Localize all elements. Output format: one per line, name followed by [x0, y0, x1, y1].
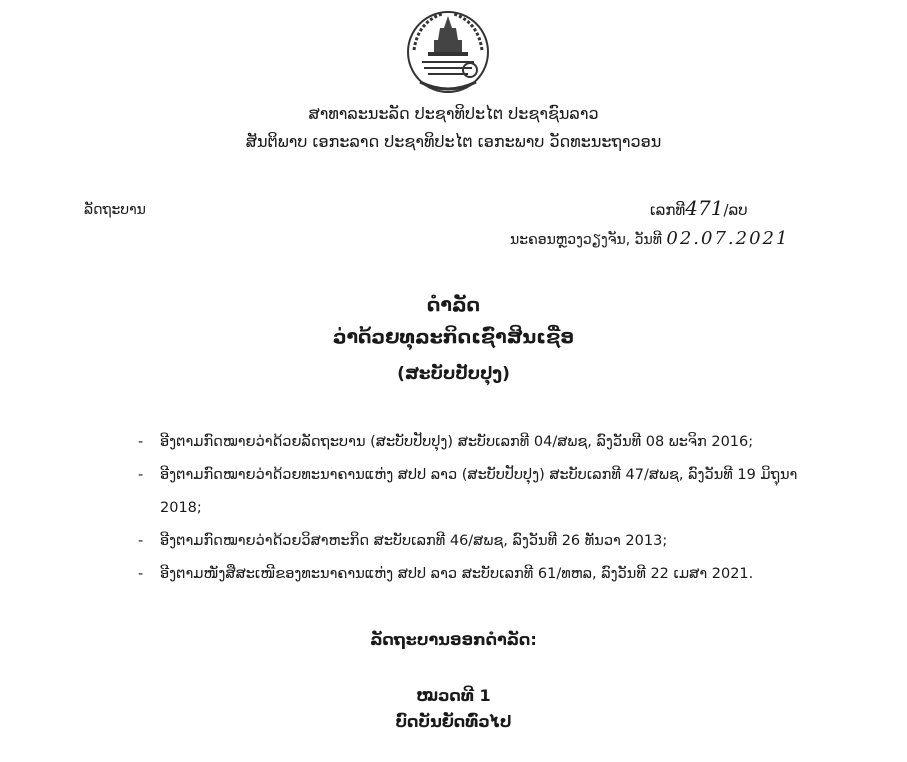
- document-number: [650, 196, 748, 220]
- place-date: [510, 228, 789, 249]
- legal-references-list: [138, 426, 828, 591]
- place-date-prefix: ນະຄອນຫຼວງວຽງຈັນ, ວັນທີ: [510, 232, 662, 248]
- document-title: ດຳລັດ: [426, 294, 481, 316]
- list-dash: -: [138, 434, 144, 450]
- list-dash: -: [138, 467, 144, 483]
- list-item: [138, 459, 828, 525]
- list-dash: -: [138, 533, 144, 549]
- document-subject: ວ່າດ້ວຍທຸລະກິດເຊົ່າສິນເຊື່ອ: [333, 326, 574, 348]
- reference-text: ອີງຕາມກົດໝາຍວ່າດ້ວຍວິສາຫະກິດ ສະບັບເລກທີ 46/ສພຊ, ລົງວັນທີ 26 ທັນວາ 2013;: [160, 533, 668, 549]
- handwritten-date: 02.07.2021: [666, 228, 790, 249]
- reference-text: ອີງຕາມໜັງສືສະເໜີຂອງທະນາຄານແຫ່ງ ສປປ ລາວ ສະບັບເລກທີ 61/ທຫລ, ລົງວັນທີ 22 ເມສາ 2021.: [160, 566, 754, 582]
- list-dash: -: [138, 566, 144, 582]
- list-item: [138, 525, 828, 558]
- reference-text: ອີງຕາມກົດໝາຍວ່າດ້ວຍລັດຖະບານ (ສະບັບປັບປຸງ) ສະບັບເລກທີ 04/ສພຊ, ລົງວັນທີ 08 ພະຈິກ 2016;: [160, 434, 754, 450]
- chapter-title: ບົດບັນຍັດທົ່ວໄປ: [395, 712, 512, 731]
- country-name: ສາທາລະນະລັດ ປະຊາທິປະໄຕ ປະຊາຊົນລາວ: [308, 104, 599, 123]
- document-number-value: 471: [685, 196, 724, 220]
- document-number-prefix: ເລກທີ: [650, 201, 686, 219]
- document-number-suffix: /ລບ: [723, 201, 748, 219]
- chapter-number: ໝວດທີ 1: [416, 686, 491, 705]
- list-item: [138, 558, 828, 591]
- issuer-label: ລັດຖະບານ: [84, 202, 146, 218]
- national-motto: ສັນຕິພາບ ເອກະລາດ ປະຊາທິປະໄຕ ເອກະພາບ ວັດທະນະຖາວອນ: [245, 132, 662, 151]
- list-item: [138, 426, 828, 459]
- decree-statement: ລັດຖະບານອອກດຳລັດ:: [370, 630, 537, 649]
- document-edition: (ສະບັບປັບປຸງ): [397, 364, 510, 384]
- national-emblem-icon: [400, 6, 496, 94]
- reference-text: ອີງຕາມກົດໝາຍວ່າດ້ວຍທະນາຄານແຫ່ງ ສປປ ລາວ (ສະບັບປັບປຸງ) ສະບັບເລກທີ 47/ສພຊ, ລົງວັນທີ 19 ມິຖຸນາ 2018;: [160, 467, 798, 516]
